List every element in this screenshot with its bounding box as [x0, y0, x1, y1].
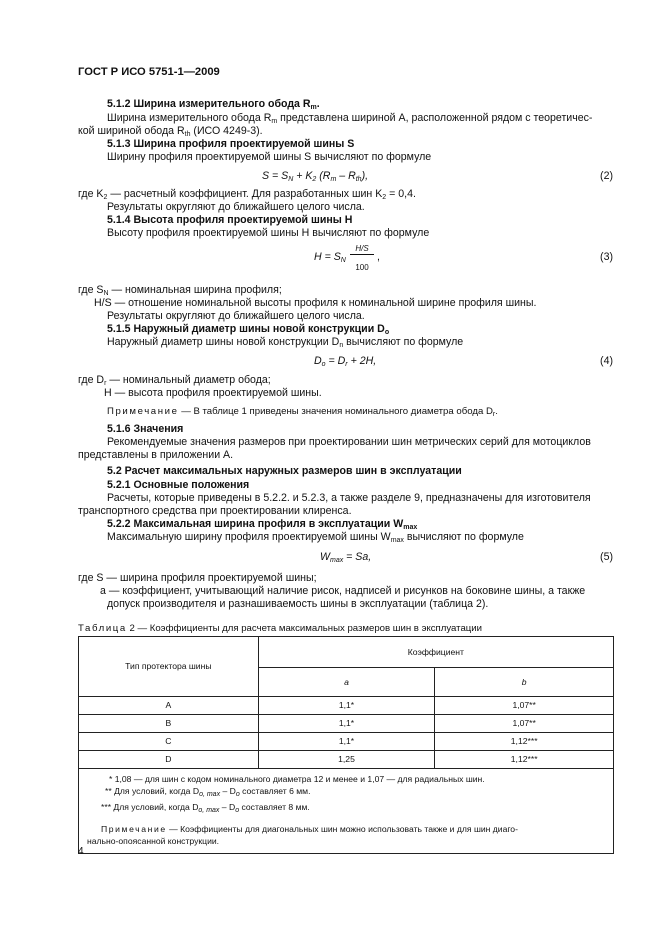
footnote-3 — [87, 801, 605, 817]
f2-b: + K — [293, 170, 313, 182]
heading-5-1-2-sub: m — [310, 104, 317, 111]
p512-l1a: Ширина измерительного обода R — [107, 112, 272, 124]
table-cell-b: 1,07** — [435, 715, 614, 733]
h515-sub: o — [384, 329, 390, 336]
p522-i-b: вычисляют по формуле — [403, 531, 524, 543]
formula-2 — [262, 170, 368, 186]
f4-s1: o — [321, 361, 326, 368]
f5-a: W — [320, 551, 330, 563]
fn3-s1: o, max — [198, 807, 220, 814]
table-cell-type: A — [79, 697, 259, 715]
f2-s2: 2 — [312, 176, 317, 183]
equation-number-5: (5) — [600, 551, 613, 563]
table-row — [79, 697, 614, 715]
formula-3-denominator: 100 — [355, 263, 369, 272]
table-cell-a: 1,25 — [258, 751, 435, 769]
formula-5 — [320, 551, 371, 567]
note-end: . — [495, 406, 498, 417]
formula-4 — [314, 355, 376, 371]
heading-5-1-2: 5.1.2 Ширина измерительного обода $R_m$. — [107, 98, 320, 111]
f3-a: H = S — [314, 251, 341, 263]
note-5-1-5 — [107, 405, 498, 421]
fn3-s2: o — [235, 807, 240, 814]
p512-l2b: (ИСО 4249-3). — [190, 125, 263, 137]
h522-text: 5.2.2 Максимальная ширина профиля в эксплуатации W — [107, 518, 404, 530]
para-5-1-4-intro: Высоту профиля проектируемой шины H вычисляют по формуле — [107, 227, 430, 239]
table-note-text1: — Коэффициенты для диагональных шин можно использовать также и для шин диаго- — [166, 824, 518, 834]
p515-w1-s: r — [104, 380, 107, 387]
footnote-1: * 1,08 — для шин с кодом номинального диаметра 12 и менее и 1,07 — для радиальных шин. — [109, 774, 485, 784]
heading-5-2: 5.2 Расчет максимальных наружных размеров шин в эксплуатации — [107, 465, 462, 477]
heading-5-1-6: 5.1.6 Значения — [107, 423, 184, 435]
p513-w-b: — расчетный коэффициент. Для разработанных шин K — [107, 188, 383, 200]
para-5-2-1-line1: Расчеты, которые приведены в 5.2.2. и 5.2.3, а также разделе 9, предназначены для изготовителя — [107, 492, 591, 504]
table-cell-b: 1,07** — [435, 697, 614, 715]
footnote-2 — [87, 785, 605, 801]
formula-3-numerator: H/S — [350, 244, 374, 255]
table-note-label: Примечание — [101, 824, 167, 834]
f2-e: ), — [361, 170, 369, 182]
p522-i-s: max — [390, 537, 404, 544]
table-row — [79, 733, 614, 751]
para-5-1-5-where2: H — высота профиля проектируемой шины. — [104, 387, 322, 399]
heading-5-2-1: 5.2.1 Основные положения — [107, 479, 250, 491]
p515-i-s: n — [339, 342, 344, 349]
table-note-line1 — [87, 823, 605, 835]
para-5-2-1-line2: транспортного средства при проектировании клиренса. — [78, 505, 352, 517]
heading-5-1-3: 5.1.3 Ширина профиля проектируемой шины S — [107, 138, 355, 150]
p514-w1-s: N — [103, 290, 109, 297]
h522-sub: max — [403, 524, 418, 531]
table-notes — [79, 769, 614, 854]
fn2-a: ** Для условий, когда D — [105, 786, 200, 796]
fn3-a: *** Для условий, когда D — [101, 802, 199, 812]
formula-3-end: , — [377, 251, 380, 263]
f2-c: (R — [316, 170, 331, 182]
para-5-1-4-where2: H/S — отношение номинальной высоты профиля к номинальной ширине профиля шины. — [94, 297, 537, 309]
table-cell-b: 1,12*** — [435, 733, 614, 751]
para-5-1-4-round: Результаты округляют до ближайшего целого числа. — [107, 310, 365, 322]
f2-d: – R — [336, 170, 356, 182]
note-sub: r — [492, 411, 496, 418]
equation-number-4: (4) — [600, 355, 613, 367]
p515-w1-a: где D — [78, 374, 105, 386]
table-header-coefficient: Коэффициент — [258, 637, 613, 668]
table-cell-a: 1,1* — [258, 697, 435, 715]
table-cell-type: B — [79, 715, 259, 733]
table-header-a: a — [258, 668, 435, 697]
table-note-line2: нально-опоясанной конструкции. — [87, 836, 220, 846]
p514-w1-b: — номинальная ширина профиля; — [108, 284, 282, 296]
table-header-b: b — [435, 668, 614, 697]
table-cell-type: C — [79, 733, 259, 751]
fn2-b: – D — [220, 786, 236, 796]
fn2-s1: o, max — [199, 791, 221, 798]
f4-b: = D — [325, 355, 346, 367]
table-header-type: Тип протектора шины — [79, 637, 259, 697]
f5-s: max — [330, 557, 344, 564]
para-5-2-2-intro — [107, 531, 524, 547]
para-5-1-6-line1: Рекомендуемые значения размеров при проектировании шин метрических серий для мотоциклов — [107, 436, 591, 448]
f5-b: = Sa, — [343, 551, 372, 563]
para-5-1-5-intro — [107, 336, 463, 352]
table-2-caption — [78, 622, 482, 635]
heading-5-1-4: 5.1.4 Высота профиля проектируемой шины H — [107, 214, 353, 226]
f2-a: S = S — [262, 170, 289, 182]
para-5-1-6-line2: представлены в приложении А. — [78, 449, 234, 461]
equation-number-3: (3) — [600, 251, 613, 263]
para-5-2-2-where1: где S — ширина профиля проектируемой шины; — [78, 572, 317, 584]
p512-l1sub: m — [271, 118, 278, 125]
p513-w-c: = 0,4. — [386, 188, 416, 200]
p513-w-a: где K — [78, 188, 104, 200]
table-cell-a: 1,1* — [258, 733, 435, 751]
formula-3-lhs — [314, 251, 346, 267]
p513-w-s1: 2 — [103, 194, 108, 201]
fn2-s2: o — [235, 791, 240, 798]
f4-a: D — [314, 355, 322, 367]
p515-i-a: Наружный диаметр шины новой конструкции D — [107, 336, 340, 348]
p515-w1-b: — номинальный диаметр обода; — [106, 374, 271, 386]
table-caption-text: 2 — Коэффициенты для расчета максимальных размеров шин в эксплуатации — [126, 623, 483, 634]
table-caption-label: Таблица — [78, 623, 127, 634]
table-2 — [78, 636, 614, 854]
f2-s3: m — [330, 176, 337, 183]
para-5-1-3-intro: Ширину профиля проектируемой шины S вычисляют по формуле — [107, 151, 432, 163]
note-text: — В таблице 1 приведены значения номинального диаметра обода D — [178, 406, 493, 417]
table-cell-b: 1,12*** — [435, 751, 614, 769]
f3-s: N — [340, 257, 346, 264]
f4-s2: r — [345, 361, 348, 368]
p515-i-b: вычисляют по формуле — [343, 336, 464, 348]
h515-text: 5.1.5 Наружный диаметр шины новой конструкции D — [107, 323, 385, 335]
para-5-2-2-where3: допуск производителя и разнашиваемость шины в эксплуатации (таблица 2). — [107, 598, 489, 610]
f4-c: + 2H, — [347, 355, 377, 367]
note-label: Примечание — [107, 406, 179, 417]
p522-i-a: Максимальную ширину профиля проектируемой шины W — [107, 531, 391, 543]
heading-5-1-2-text: 5.1.2 Ширина измерительного обода R — [107, 98, 311, 110]
document-header: ГОСТ Р ИСО 5751-1—2009 — [78, 66, 220, 78]
page-number: 4 — [78, 846, 84, 857]
para-5-2-2-where2: a — коэффициент, учитывающий наличие рисок, надписей и рисунков на боковине шины, а также — [100, 585, 586, 597]
table-cell-a: 1,1* — [258, 715, 435, 733]
p512-l1b: представлена шириной A, расположенной рядом с теоретичес- — [277, 112, 593, 124]
table-cell-type: D — [79, 751, 259, 769]
p513-w-s2: 2 — [382, 194, 387, 201]
fn3-c: составляет 8 мм. — [239, 802, 310, 812]
f2-s1: N — [288, 176, 294, 183]
f2-s4: th — [355, 176, 362, 183]
table-row — [79, 751, 614, 769]
table-row — [79, 715, 614, 733]
p514-w1-a: где S — [78, 284, 104, 296]
para-5-1-3-round: Результаты округляют до ближайшего целого числа. — [107, 201, 365, 213]
p512-l2a: кой шириной обода R — [78, 125, 185, 137]
p512-l2sub: th — [184, 131, 191, 138]
fn2-c: составляет 6 мм. — [239, 786, 311, 796]
equation-number-2: (2) — [600, 170, 613, 182]
fn3-b: – D — [219, 802, 236, 812]
